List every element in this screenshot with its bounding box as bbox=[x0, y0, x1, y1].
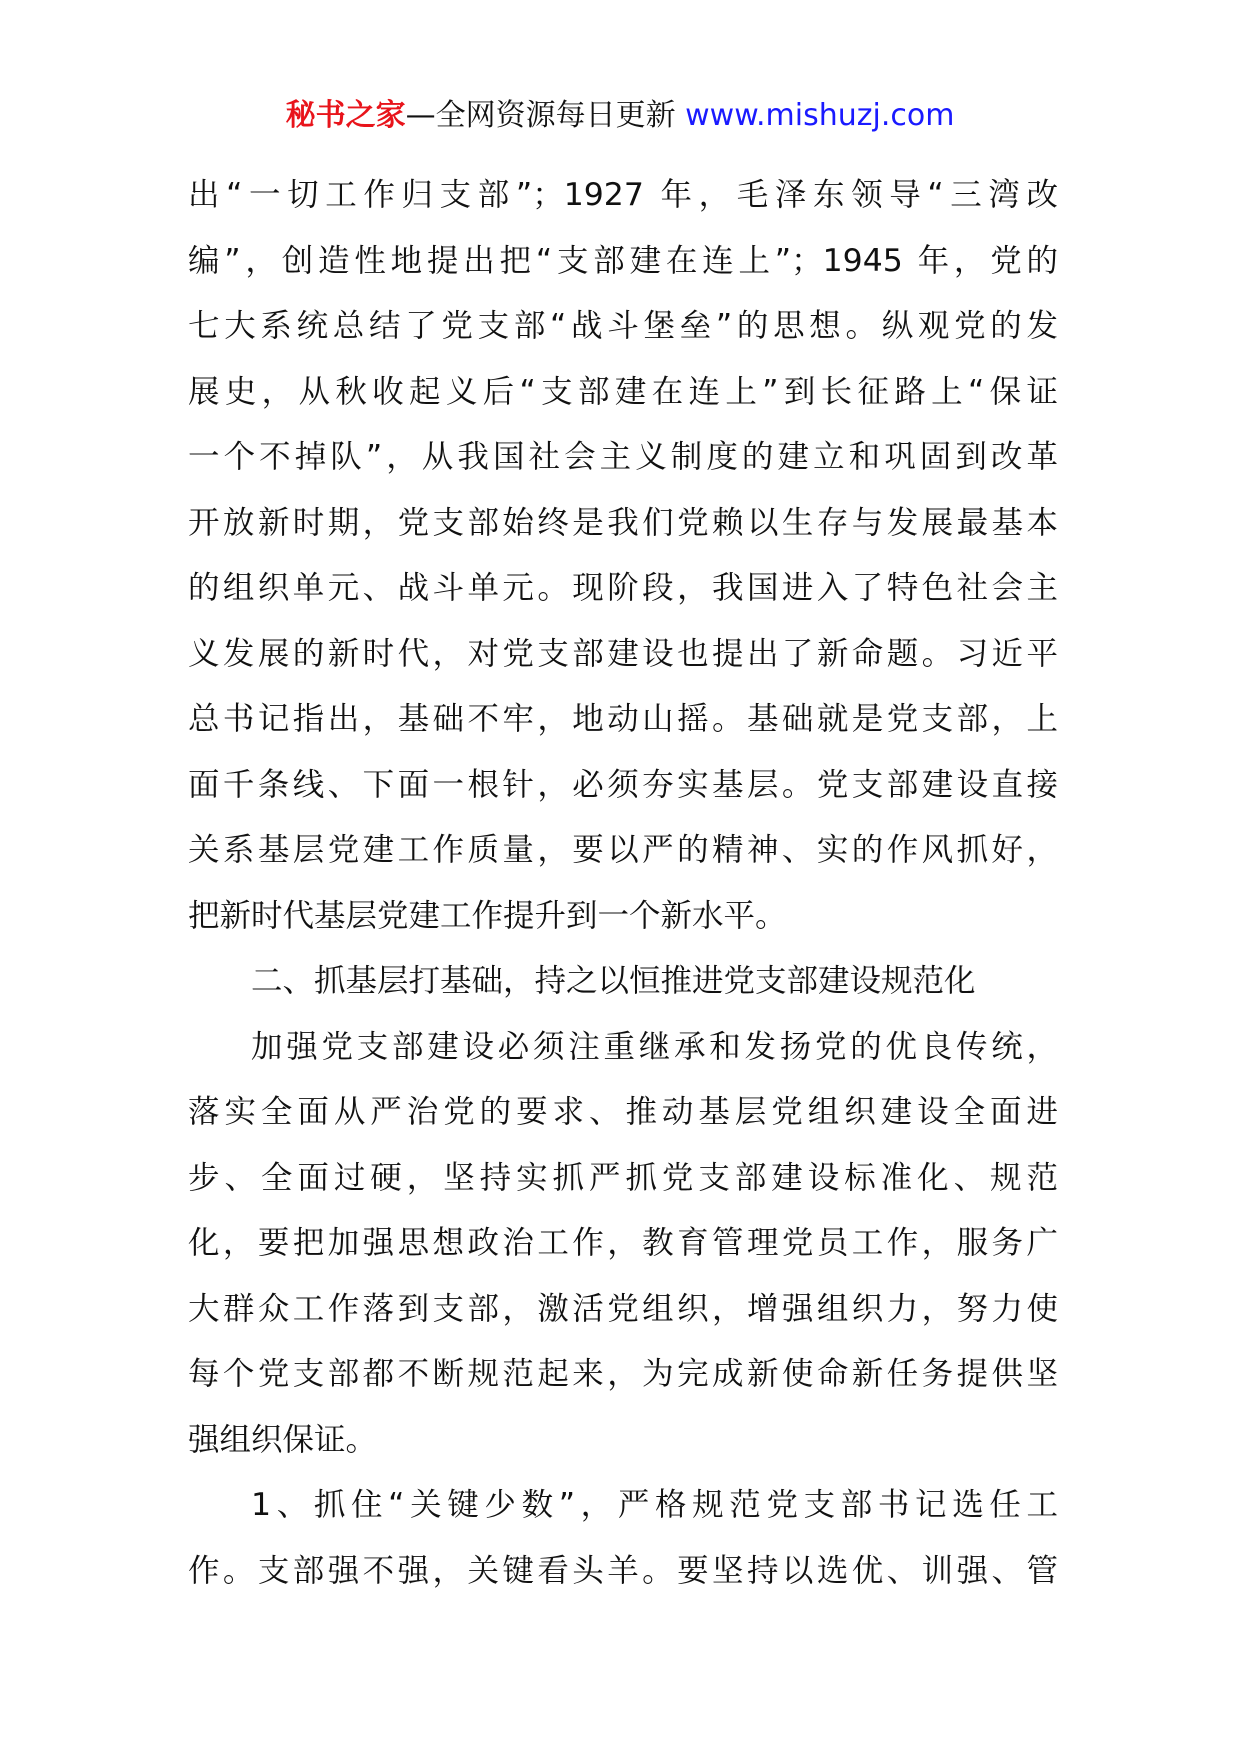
section-heading: 二、抓基层打基础，持之以恒推进党支部建设规范化 bbox=[251, 963, 976, 999]
site-tagline: —全网资源每日更新 bbox=[405, 98, 676, 133]
paragraph-first-line: 加强党支部建设必须注重继承和发扬党的优良传统， bbox=[251, 1028, 1058, 1065]
body-line: 出“一切工作归支部”；1927 年，毛泽东领导“三湾改 bbox=[188, 177, 1058, 213]
body-line: 一个不掉队”，从我国社会主义制度的建立和巩固到改革 bbox=[188, 439, 1058, 475]
body-line: 化，要把加强思想政治工作，教育管理党员工作，服务广 bbox=[188, 1225, 1058, 1261]
body-line: 总书记指出，基础不牢，地动山摇。基础就是党支部，上 bbox=[188, 701, 1058, 737]
body-line: 编”，创造性地提出把“支部建在连上”；1945 年，党的 bbox=[188, 242, 1058, 279]
body-line: 步、全面过硬，坚持实抓严抓党支部建设标准化、规范 bbox=[188, 1159, 1058, 1196]
body-line: 展史，从秋收起义后“支部建在连上”到长征路上“保证 bbox=[188, 373, 1058, 410]
site-brand: 秘书之家 bbox=[285, 98, 406, 133]
body-line: 义发展的新时代，对党支部建设也提出了新命题。习近平 bbox=[188, 635, 1058, 672]
body-line: 七大系统总结了党支部“战斗堡垒”的思想。纵观党的发 bbox=[188, 308, 1058, 344]
paragraph-end-line: 把新时代基层党建工作提升到一个新水平。 bbox=[188, 897, 787, 934]
body-line: 的组织单元、战斗单元。现阶段，我国进入了特色社会主 bbox=[188, 570, 1058, 606]
body-line: 落实全面从严治党的要求、推动基层党组织建设全面进 bbox=[188, 1094, 1058, 1130]
body-line: 开放新时期，党支部始终是我们党赖以生存与发展最基本 bbox=[188, 504, 1058, 541]
site-header bbox=[0, 96, 1240, 136]
site-url-link[interactable]: www.mishuzj.com bbox=[685, 98, 955, 133]
body-line: 关系基层党建工作质量，要以严的精神、实的作风抓好， bbox=[188, 832, 1058, 868]
body-line: 每个党支部都不断规范起来，为完成新使命新任务提供坚 bbox=[188, 1356, 1058, 1392]
subsection-first-line: 1、抓住“关键少数”，严格规范党支部书记选任工 bbox=[251, 1487, 1058, 1523]
paragraph-end-line: 强组织保证。 bbox=[188, 1421, 378, 1458]
body-line: 大群众工作落到支部，激活党组织，增强组织力，努力使 bbox=[188, 1290, 1058, 1327]
body-line: 面千条线、下面一根针，必须夯实基层。党支部建设直接 bbox=[188, 766, 1058, 803]
body-line: 作。支部强不强，关键看头羊。要坚持以选优、训强、管 bbox=[188, 1552, 1058, 1589]
document-body bbox=[188, 163, 1058, 1604]
